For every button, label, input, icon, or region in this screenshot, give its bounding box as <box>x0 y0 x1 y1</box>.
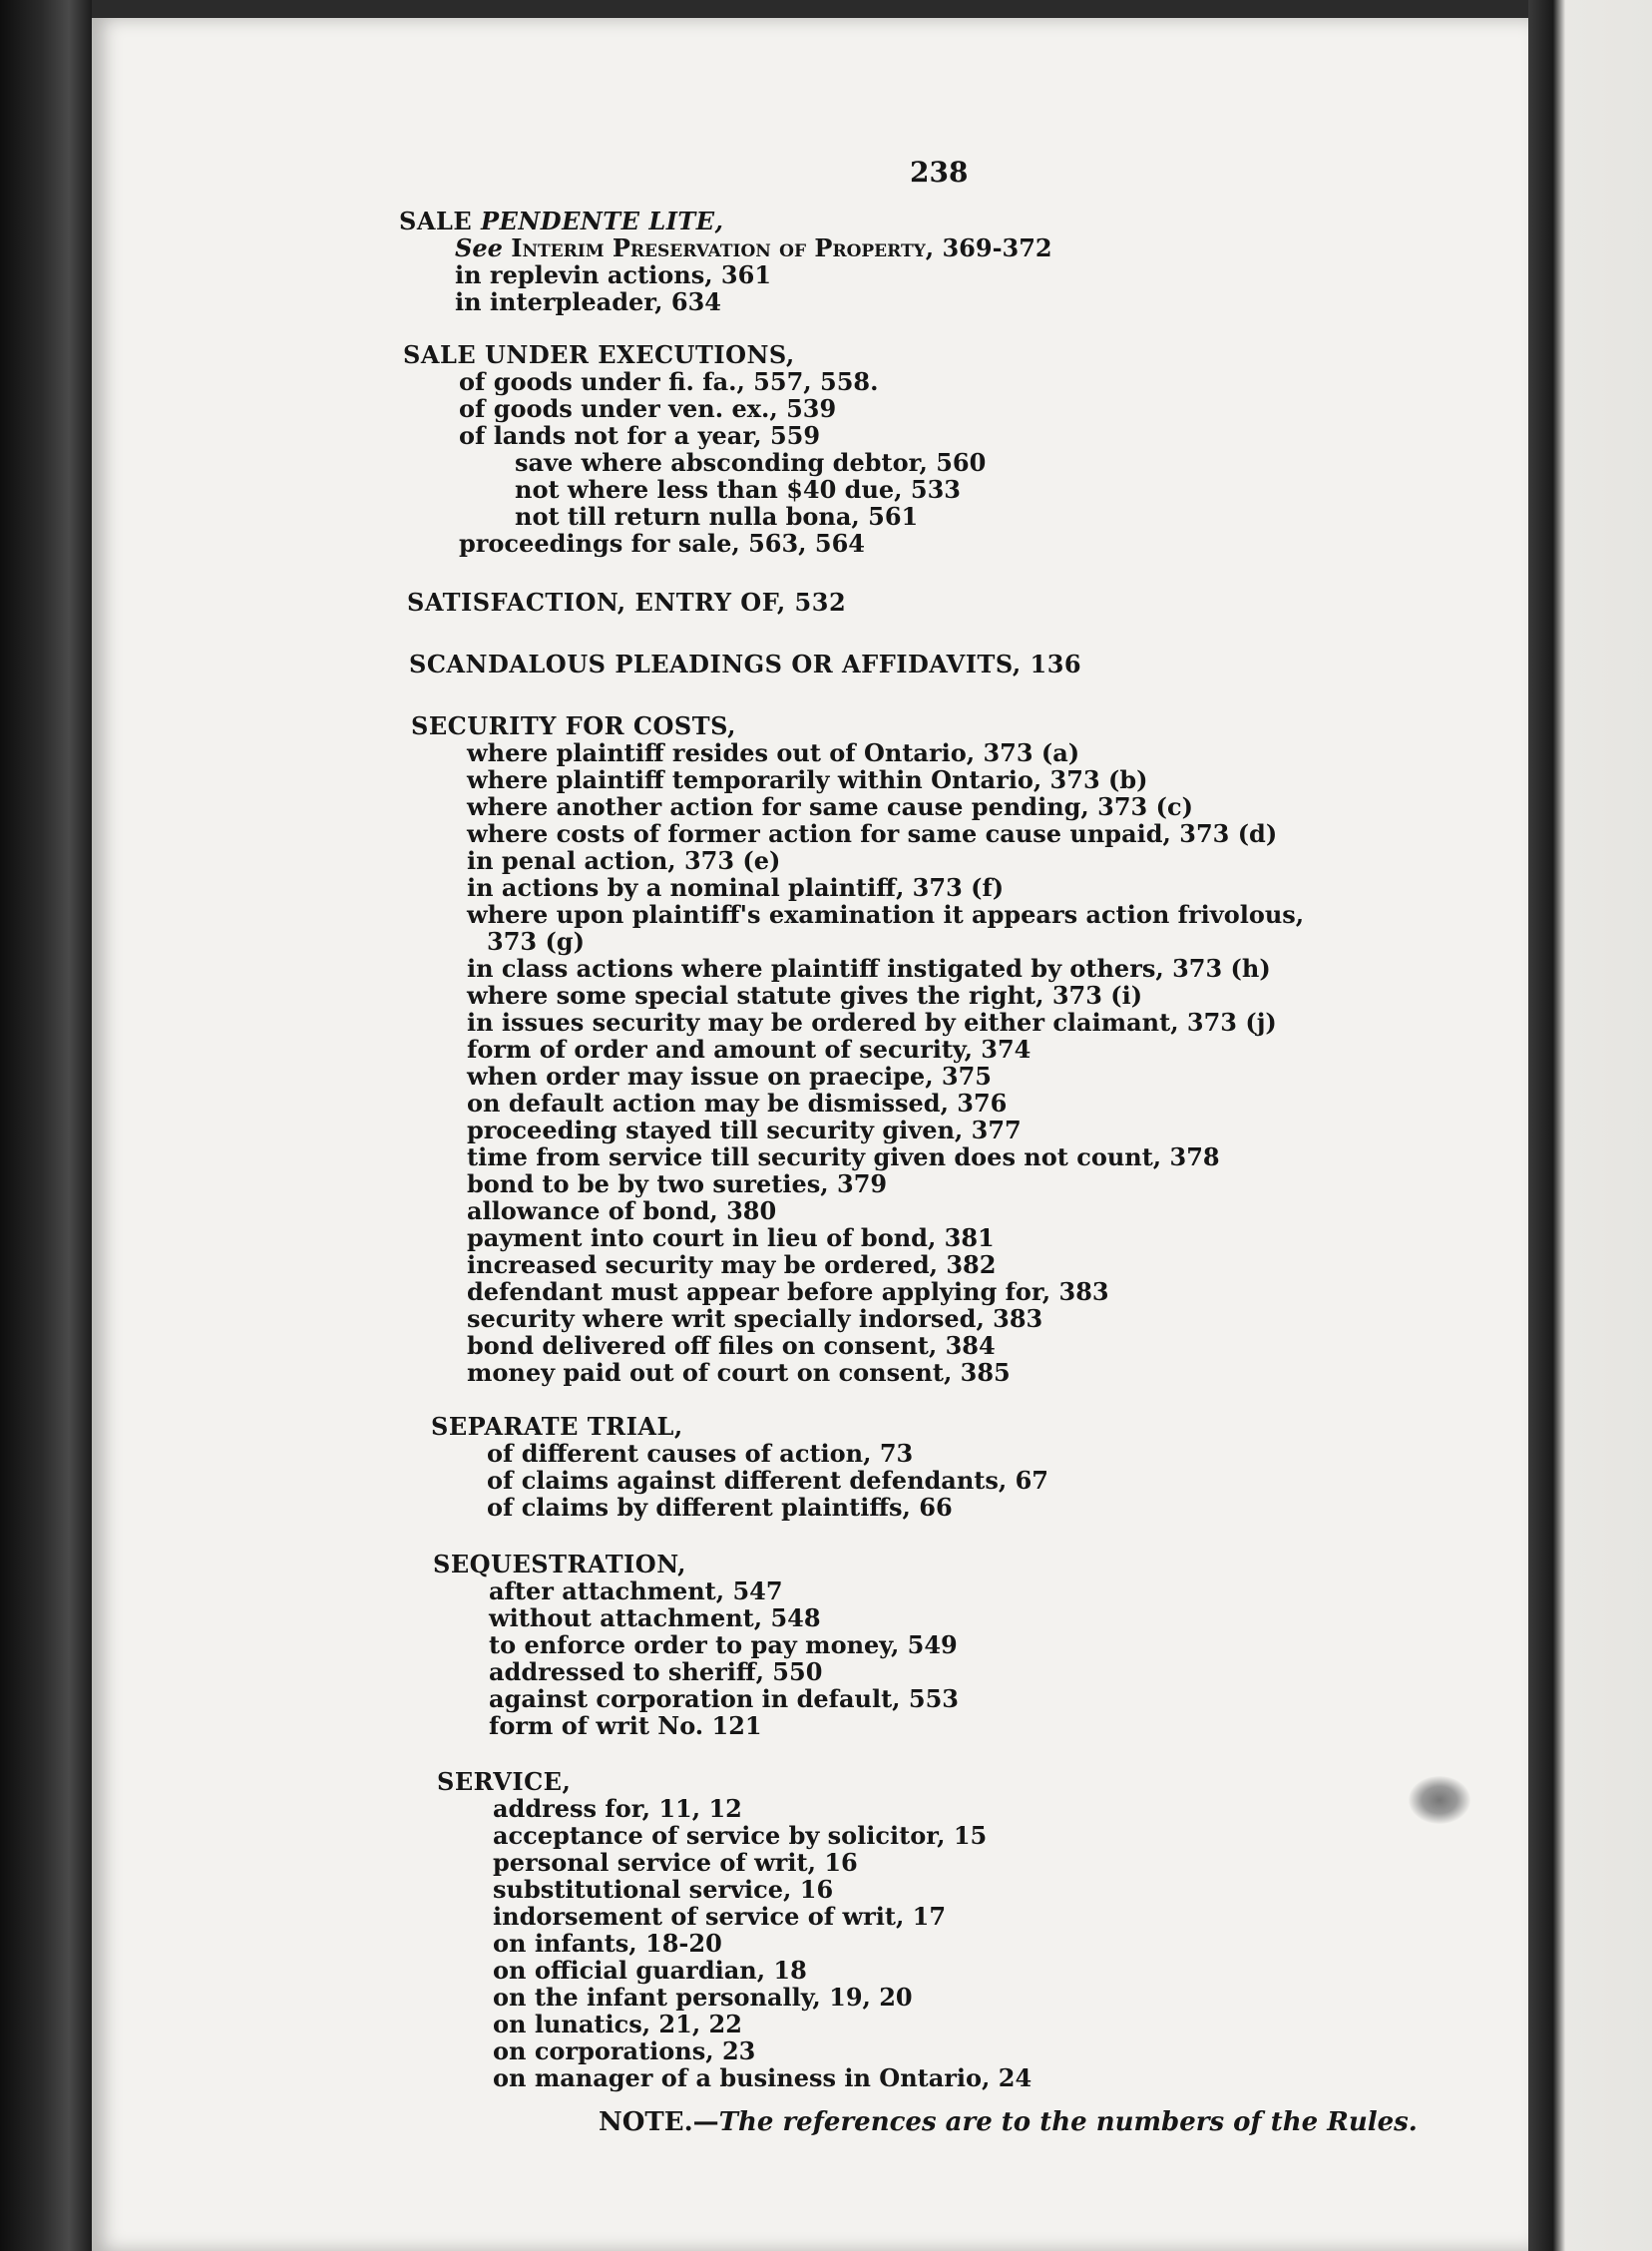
sub-entry-continuation: 373 (g) <box>487 927 585 956</box>
heading-plain: SALE <box>399 207 481 235</box>
sub-entry: personal service of writ, 16 <box>493 1848 858 1877</box>
sub-entry: security where writ specially indorsed, 383 <box>467 1304 1043 1333</box>
entry-satisfaction <box>407 589 846 616</box>
sub-entry: in replevin actions, 361 <box>455 260 772 289</box>
sub-entry: address for, 11, 12 <box>493 1794 742 1823</box>
sub-entry: in penal action, 373 (e) <box>467 846 781 875</box>
see-reference <box>399 234 1052 261</box>
entry-heading: SATISFACTION, ENTRY OF, 532 <box>407 588 847 617</box>
sub-entry: where another action for same cause pending, 373 (c) <box>467 792 1193 821</box>
sub-entry: to enforce order to pay money, 549 <box>489 1630 958 1659</box>
sub-sub-entry: not till return nulla bona, 561 <box>515 502 919 531</box>
sub-entry: without attachment, 548 <box>489 1603 821 1632</box>
sub-entry: where upon plaintiff's examination it appears action frivolous, <box>467 900 1305 929</box>
adjacent-page-edge <box>1528 0 1652 2251</box>
sub-entry: form of order and amount of security, 374 <box>467 1035 1032 1064</box>
entry-sequestration <box>433 1551 959 1739</box>
sub-entry: on official guardian, 18 <box>493 1956 807 1985</box>
sub-entry: where plaintiff temporarily within Ontario, 373 (b) <box>467 765 1148 794</box>
sub-entry: on corporations, 23 <box>493 2036 756 2065</box>
sub-entry: defendant must appear before applying for, 383 <box>467 1277 1109 1306</box>
entry-heading: SERVICE, <box>437 1767 572 1796</box>
sub-entry: on the infant personally, 19, 20 <box>493 1983 913 2012</box>
sub-entry: of different causes of action, 73 <box>487 1439 914 1468</box>
entry-heading <box>399 208 1052 234</box>
page-number: 238 <box>910 156 969 189</box>
sub-entry: on manager of a business in Ontario, 24 <box>493 2063 1032 2092</box>
sub-entry: against corporation in default, 553 <box>489 1684 959 1713</box>
sub-entry: when order may issue on praecipe, 375 <box>467 1062 992 1091</box>
sub-entry: form of writ No. 121 <box>489 1711 762 1740</box>
sub-entry: addressed to sheriff, 550 <box>489 1657 823 1686</box>
sub-entry: after attachment, 547 <box>489 1576 783 1605</box>
sub-entry: allowance of bond, 380 <box>467 1196 777 1225</box>
sub-entry: time from service till security given does not count, 378 <box>467 1142 1220 1171</box>
ink-blot <box>1409 1776 1470 1824</box>
sub-entry: in interpleader, 634 <box>455 287 721 316</box>
sub-entry: of lands not for a year, 559 <box>459 421 821 450</box>
sub-sub-entry: not where less than $40 due, 533 <box>515 475 961 504</box>
sub-entry: in class actions where plaintiff instigated by others, 373 (h) <box>467 954 1271 983</box>
entry-security-for-costs <box>411 712 1304 1386</box>
sub-entry: where plaintiff resides out of Ontario, 373 (a) <box>467 738 1080 767</box>
sub-entry: bond to be by two sureties, 379 <box>467 1169 888 1198</box>
sub-entry: where some special statute gives the right, 373 (i) <box>467 981 1143 1010</box>
sub-entry: indorsement of service of writ, 17 <box>493 1902 947 1931</box>
sub-entry: of claims against different defendants, 67 <box>487 1466 1049 1495</box>
sub-entry: proceeding stayed till security given, 377 <box>467 1116 1022 1144</box>
sub-entry: proceedings for sale, 563, 564 <box>459 529 865 558</box>
sub-entry: increased security may be ordered, 382 <box>467 1250 997 1279</box>
entry-heading: SEQUESTRATION, <box>433 1550 686 1578</box>
sub-entry: payment into court in lieu of bond, 381 <box>467 1223 995 1252</box>
sub-entry: money paid out of court on consent, 385 <box>467 1358 1011 1387</box>
entry-sale-under-executions <box>403 341 986 557</box>
index-page <box>92 18 1528 2251</box>
sub-entry: where costs of former action for same cause unpaid, 373 (d) <box>467 819 1278 848</box>
sub-entry: on default action may be dismissed, 376 <box>467 1089 1008 1118</box>
entry-heading: SECURITY FOR COSTS, <box>411 711 736 740</box>
book-binding-edge <box>0 0 92 2251</box>
entry-heading: SCANDALOUS PLEADINGS OR AFFIDAVITS, 136 <box>409 650 1082 678</box>
entry-sale-pendente-lite <box>399 208 1052 315</box>
heading-italic: PENDENTE LITE, <box>480 207 724 235</box>
note-text: The references are to the numbers of the Rules. <box>718 2107 1418 2137</box>
see-target: Interim Preservation of Property, 369-372 <box>511 233 1052 262</box>
sub-entry: of goods under ven. ex., 539 <box>459 394 837 423</box>
sub-entry: bond delivered off files on consent, 384 <box>467 1331 996 1360</box>
entry-heading: SEPARATE TRIAL, <box>431 1412 683 1441</box>
sub-entry: substitutional service, 16 <box>493 1875 834 1904</box>
sub-entry: of claims by different plaintiffs, 66 <box>487 1493 953 1522</box>
entry-service <box>437 1768 1032 2091</box>
sub-entry: acceptance of service by solicitor, 15 <box>493 1821 988 1850</box>
entry-scandalous-pleadings <box>409 651 1081 677</box>
entry-heading: SALE UNDER EXECUTIONS, <box>403 340 795 369</box>
sub-entry: of goods under fi. fa., 557, 558. <box>459 367 879 396</box>
see-label: See <box>455 233 503 262</box>
sub-sub-entry: save where absconding debtor, 560 <box>515 448 987 477</box>
sub-entry: in issues security may be ordered by either claimant, 373 (j) <box>467 1008 1277 1037</box>
sub-entry: in actions by a nominal plaintiff, 373 (f) <box>467 873 1005 902</box>
entry-separate-trial <box>431 1413 1048 1521</box>
note-label: NOTE.— <box>599 2107 719 2137</box>
sub-entry: on lunatics, 21, 22 <box>493 2010 742 2038</box>
sub-entry: on infants, 18-20 <box>493 1929 722 1958</box>
footnote <box>599 2107 1418 2137</box>
